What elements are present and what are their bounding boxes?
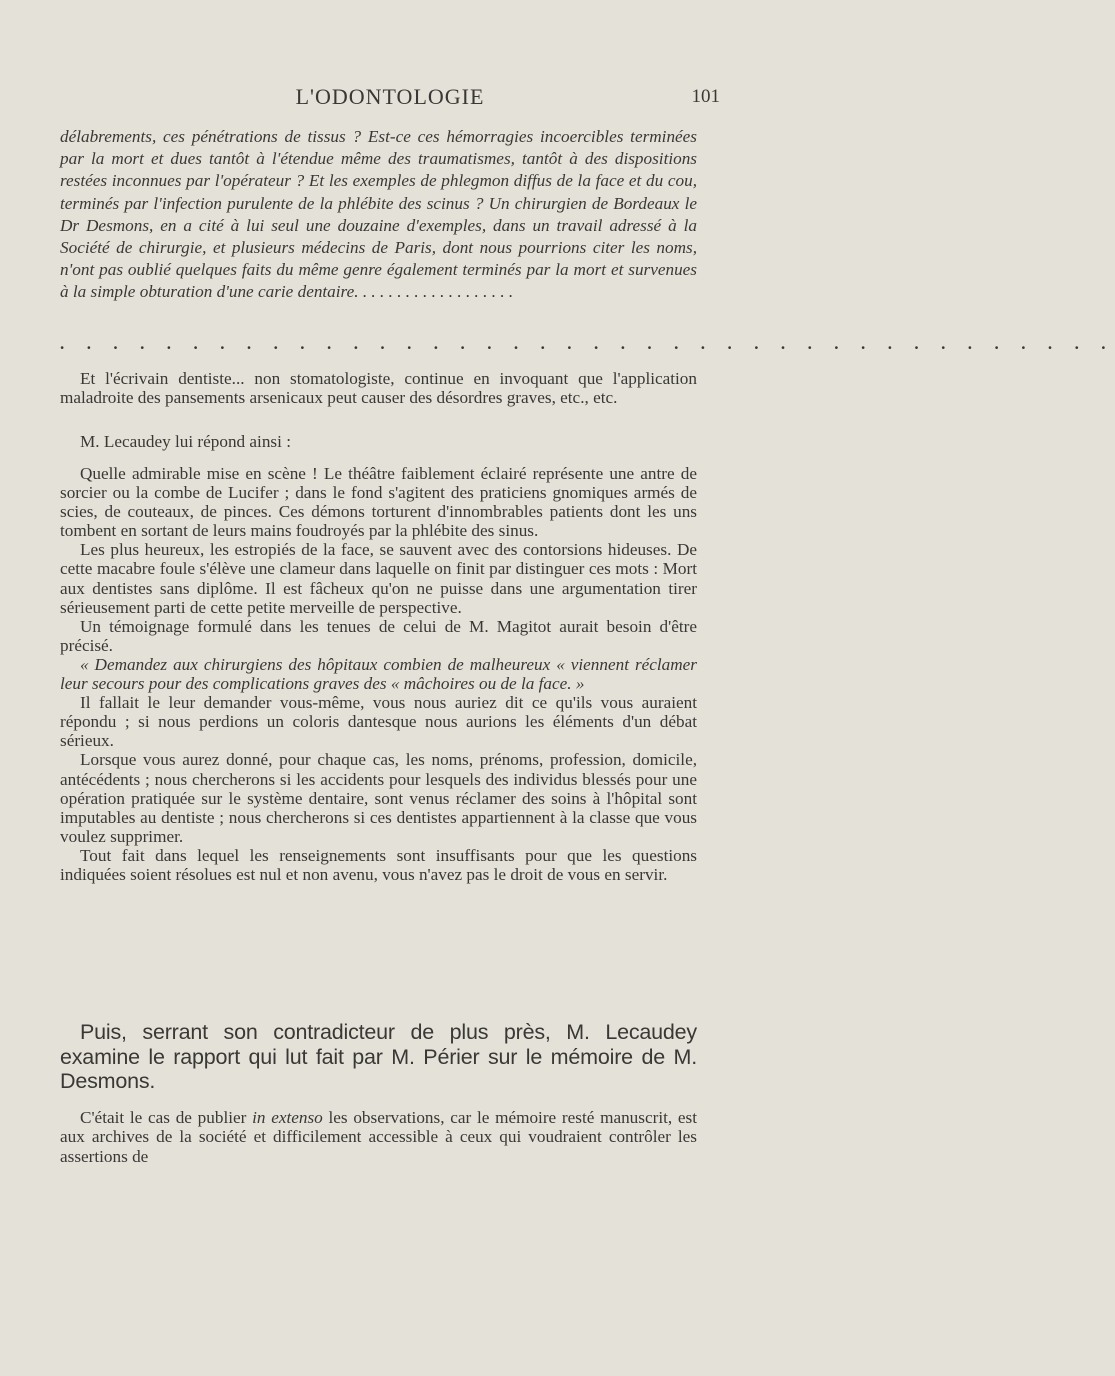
paragraph-response-intro <box>60 432 697 451</box>
paragraph: M. Lecaudey lui répond ainsi : <box>80 432 291 451</box>
paragraph: Les plus heureux, les estropiés de la face, se sauvent avec des contorsions hideuses. De cette macabre foule s'élève une clameur dans laquelle on finit par distinguer ces mots : Mort aux dentistes sans diplôme. Il est fâcheux qu'on ne puisse dans une argumentation tirer sérieusement parti de cette petite merveille de perspective. <box>60 540 697 617</box>
italic-term: in extenso <box>252 1108 323 1127</box>
paragraph: Quelle admirable mise en scène ! Le théâtre faiblement éclairé représente une antre de sorcier ou la combe de Lucifer ; dans le fond s'agitent des praticiens gnomiques armés de scies, de couteaux, de pinces. Ces démons torturent d'innombrables patients dont les uns tombent en sortant de leurs mains foudroyés par la phlébite des sinus. <box>60 464 697 541</box>
ellipsis-separator: . . . . . . . . . . . . . . . . . . . . . . . . . . . . . . . . . . . . . . . . <box>60 334 1115 353</box>
paragraph: Et l'écrivain dentiste... non stomatologiste, continue en invoquant que l'application maladroite des pansements arsenicaux peut causer des désordres graves, etc., etc. <box>60 369 697 408</box>
page-number: 101 <box>691 86 720 107</box>
paragraph: Tout fait dans lequel les renseignements sont insuffisants pour que les questions indiquées soient résolues est nul et non avenu, vous n'avez pas le droit de vous en servir. <box>60 845 697 884</box>
paragraph-dentist-writer <box>60 369 697 407</box>
paragraph: Un témoignage formulé dans les tenues de celui de M. Magitot aurait besoin d'être précisé. <box>60 616 697 655</box>
quoted-question: « Demandez aux chirurgiens des hôpitaux combien de malheureux « viennent réclamer leur secours pour des complications graves des « mâchoires ou de la face. » <box>60 654 697 694</box>
response-body <box>60 464 697 884</box>
running-header <box>60 82 720 116</box>
paragraph: Lorsque vous aurez donné, pour chaque cas, les noms, prénoms, profession, domicile, antécédents ; nous chercherons si les accidents pour lesquels des individus blessés pour une opération pratiquée sur le système dentaire, sont venus réclamer des soins à l'hôpital sont imputables au dentiste ; nous chercherons si ces dentistes appartiennent à la classe que vous voulez supprimer. <box>60 750 697 846</box>
paragraph-lecaudey-examines: Puis, serrant son contradicteur de plus près, M. Lecaudey examine le rapport qui lut fait par M. Périer sur le mémoire de M. Desmons. <box>60 1020 697 1093</box>
journal-title: L'ODONTOLOGIE <box>295 84 485 109</box>
text-run: C'était le cas de publier <box>80 1108 253 1127</box>
quoted-passage: délabrements, ces pénétrations de tissus ? Est-ce ces hémorragies incoercibles terminées par la mort et dues tantôt à l'étendue même des traumatismes, tantôt à des dispositions restées inconnues par l'opérateur ? Et les exemples de phlegmon diffus de la face et du cou, terminés par l'infection purulente de la phlébite des scinus ? Un chirurgien de Bordeaux le Dr Desmons, en a cité à lui seul une douzaine d'exemples, dans un travail adressé à la Société de chirurgie, et plusieurs médecins de Paris, dont nous pourrions citer les noms, n'ont pas oublié quelques faits du même genre également terminés par la mort et survenues à la simple obturation d'une carie dentaire. . . . . . . . . . . . . . . . . . . <box>60 127 697 302</box>
text-run: les observations, car le mémoire resté manuscrit, est aux archives de la société et difficilement accessible à ceux qui voudraient contrôler les assertions de <box>60 1108 697 1166</box>
paragraph: Il fallait le leur demander vous-même, vous nous auriez dit ce qu'ils vous auraient répondu ; si nous perdions un coloris dantesque nous aurions les éléments d'un débat sérieux. <box>60 693 697 751</box>
paragraph-publication <box>60 1108 697 1166</box>
